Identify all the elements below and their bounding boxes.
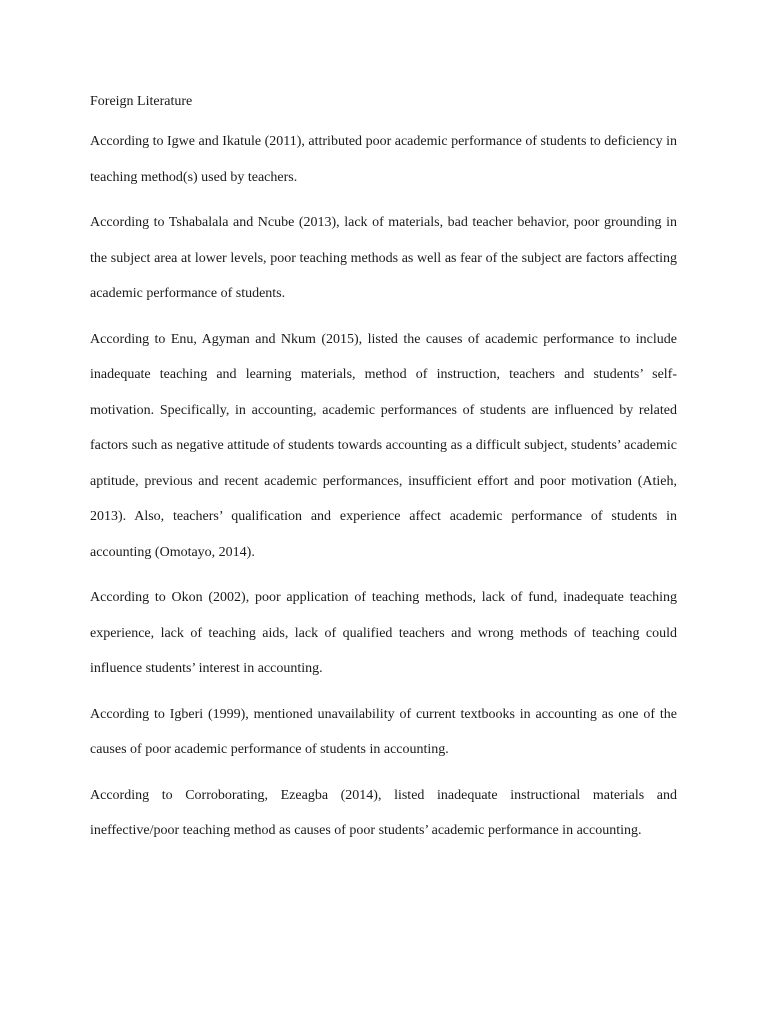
document-body bbox=[90, 90, 677, 859]
paragraph-tshabalala-ncube: According to Tshabalala and Ncube (2013), lack of materials, bad teacher behavior, poor grounding in the subject area at lower levels, poor teaching methods as well as fear of the subject are factors affecting academic performance of students. bbox=[90, 215, 677, 301]
paragraph-okon: According to Okon (2002), poor application of teaching methods, lack of fund, inadequate teaching experience, lack of teaching aids, lack of qualified teachers and wrong methods of teaching could influence students’ interest in accounting. bbox=[90, 590, 677, 676]
paragraph-igberi: According to Igberi (1999), mentioned unavailability of current textbooks in accounting as one of the causes of poor academic performance of students in accounting. bbox=[90, 706, 677, 757]
section-heading: Foreign Literature bbox=[90, 94, 193, 109]
paragraph-enu-agyman-nkum: According to Enu, Agyman and Nkum (2015), listed the causes of academic performance to include inadequate teaching and learning materials, method of instruction, teachers and students’ self-motivation. Specifically, in accounting, academic performances of students are influenced by related factors such as negative attitude of students towards accounting as a difficult subject, students’ academic aptitude, previous and recent academic performances, insufficient effort and poor motivation (Atieh, 2013). Also, teachers’ qualification and experience affect academic performance of students in accounting (Omotayo, 2014). bbox=[90, 331, 677, 560]
paragraph-ezeagba: According to Corroborating, Ezeagba (2014), listed inadequate instructional materials and ineffective/poor teaching method as causes of poor students’ academic performance in accounting. bbox=[90, 787, 677, 838]
paragraph-igwe-ikatule: According to Igwe and Ikatule (2011), attributed poor academic performance of students to deficiency in teaching method(s) used by teachers. bbox=[90, 134, 677, 185]
